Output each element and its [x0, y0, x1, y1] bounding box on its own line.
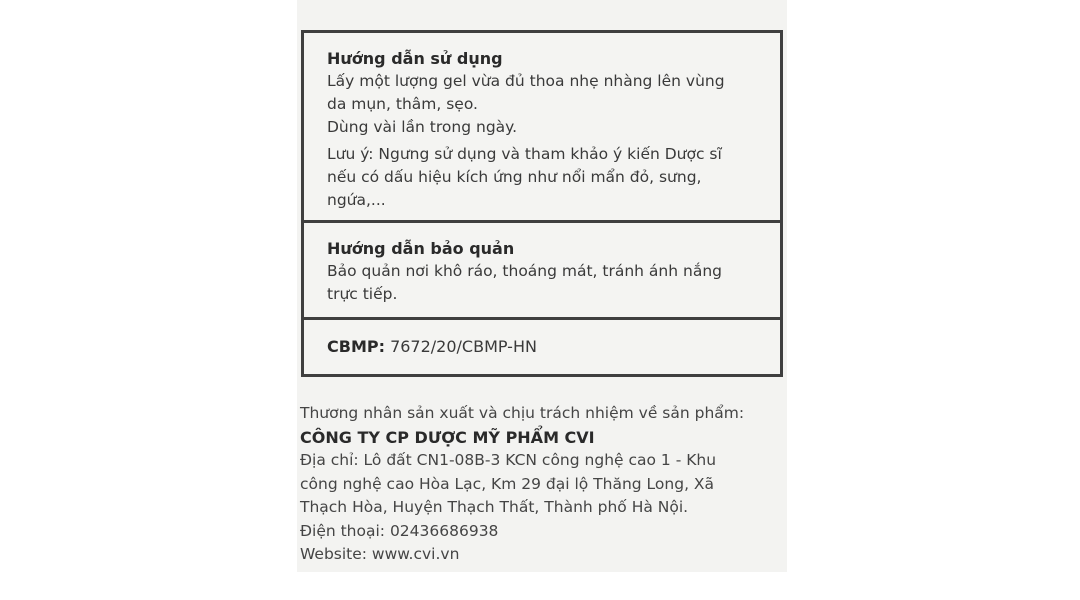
cbmp-section	[304, 320, 780, 374]
cbmp-line	[327, 335, 760, 358]
storage-section	[304, 223, 780, 320]
address-line: Địa chỉ: Lô đất CN1-08B-3 KCN công nghệ cao 1 - Khu	[300, 451, 717, 469]
address-line: Thạch Hòa, Huyện Thạch Thất, Thành phố Hà Nội.	[300, 498, 689, 516]
manufacturer-intro: Thương nhân sản xuất và chịu trách nhiệm về sản phẩm:	[300, 404, 745, 422]
manufacturer-info	[300, 402, 784, 567]
website-line: Website: www.cvi.vn	[300, 545, 460, 563]
usage-note: Lưu ý: Ngưng sử dụng và tham khảo ý kiến Dược sĩ	[327, 145, 722, 163]
usage-line: Lấy một lượng gel vừa đủ thoa nhẹ nhàng lên vùng	[327, 72, 725, 90]
usage-section	[304, 33, 780, 223]
company-name: CÔNG TY CP DƯỢC MỸ PHẨM CVI	[300, 427, 595, 447]
usage-heading: Hướng dẫn sử dụng	[327, 49, 503, 68]
address-line: công nghệ cao Hòa Lạc, Km 29 đại lộ Thăng Long, Xã	[300, 474, 715, 493]
storage-line: Bảo quản nơi khô ráo, thoáng mát, tránh ánh nắng	[327, 262, 722, 280]
cbmp-label: CBMP:	[327, 337, 385, 356]
usage-line: Dùng vài lần trong ngày.	[327, 118, 518, 136]
usage-note: nếu có dấu hiệu kích ứng như nổi mẩn đỏ, sưng,	[327, 168, 702, 186]
storage-heading: Hướng dẫn bảo quản	[327, 239, 515, 258]
usage-note: ngứa,...	[327, 191, 386, 209]
cbmp-value: 7672/20/CBMP-HN	[384, 337, 537, 356]
storage-line: trực tiếp.	[327, 285, 398, 303]
instructions-box	[301, 30, 783, 377]
phone-line: Điện thoại: 02436686938	[300, 521, 499, 540]
usage-line: da mụn, thâm, sẹo.	[327, 95, 478, 113]
